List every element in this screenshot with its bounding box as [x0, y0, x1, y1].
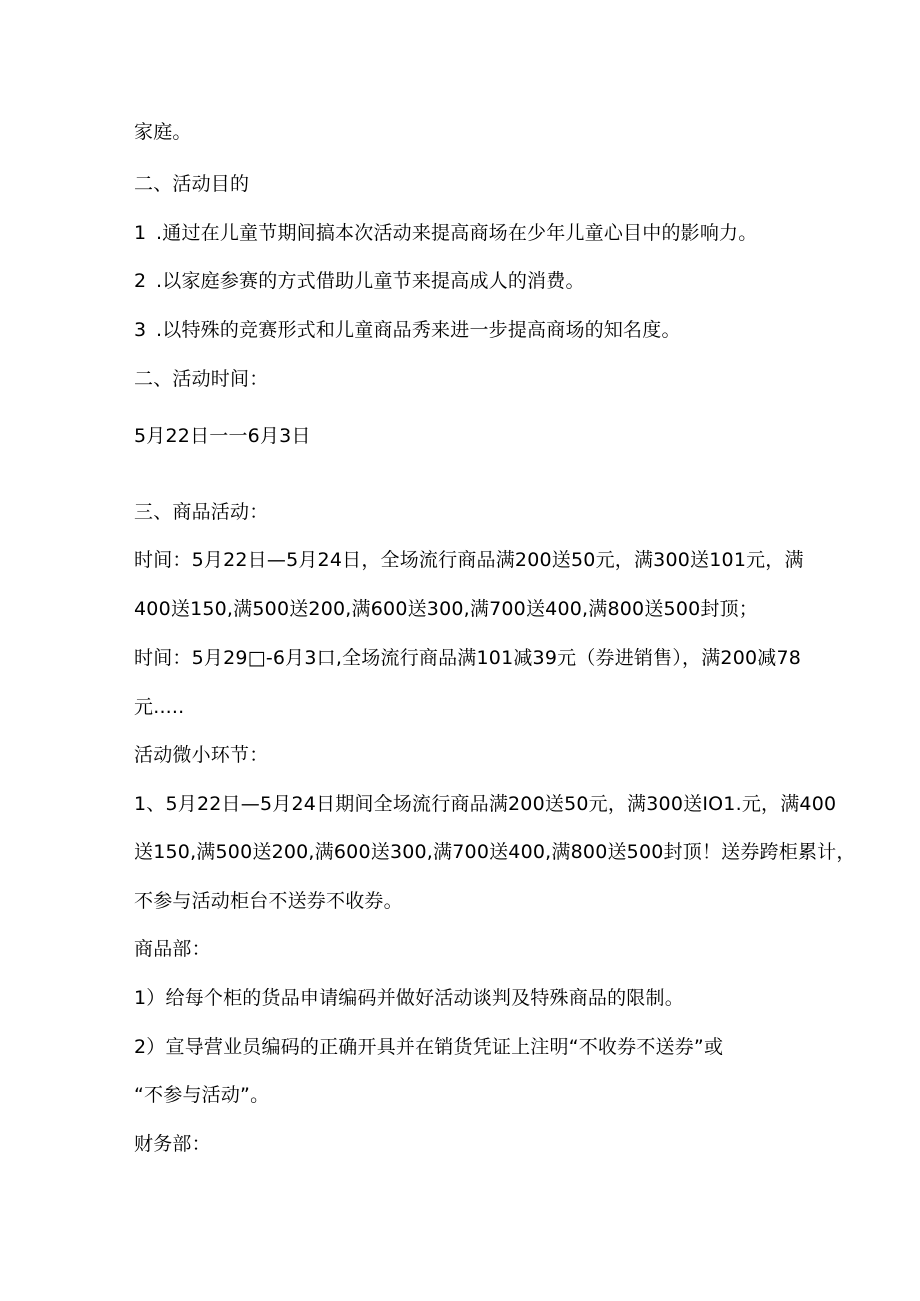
- section-heading: 财务部：: [134, 1133, 211, 1155]
- list-item: [134, 220, 757, 246]
- text-line: 2）宣导营业员编码的正确开具并在销货凭证上注明“不收券不送券”或: [134, 1036, 724, 1058]
- text-line: 时间：5月29□-6月3口,全场流行商品满101减39元（券进销售），满200减78: [134, 647, 802, 669]
- list-item-text: .以特殊的竞赛形式和儿童商品秀来进一步提高商场的知名度。: [156, 319, 681, 341]
- text-line: “不参与活动”。: [134, 1084, 270, 1106]
- list-item: [134, 317, 681, 343]
- text-line: 不参与活动柜台不送券不收券。: [134, 890, 403, 912]
- list-item-text: .以家庭参赛的方式借助儿童节来提高成人的消费。: [156, 270, 585, 292]
- section-heading: 商品部：: [134, 938, 211, 960]
- text-line: 400送150,满500送200,满600送300,满700送400,满800送500封顶；: [134, 598, 759, 620]
- text-line: 1）给每个柜的货品申请编码并做好活动谈判及特殊商品的限制。: [134, 987, 684, 1009]
- list-number: 1: [134, 222, 147, 244]
- section-heading: 活动微小环节：: [134, 744, 269, 766]
- list-item: [134, 268, 585, 294]
- list-number: 3: [134, 319, 147, 341]
- text-line: 元.....: [134, 696, 185, 718]
- text-line: 1、5月22日—5月24日期间全场流行商品满200送50元，满300送IO1.元，满400: [134, 793, 837, 815]
- section-heading: 二、活动目的: [134, 173, 250, 195]
- list-item-text: .通过在儿童节期间搞本次活动来提高商场在少年儿童心目中的影响力。: [156, 222, 758, 244]
- list-number: 2: [134, 270, 147, 292]
- text-line: 5月22日一一6月3日: [134, 425, 311, 447]
- text-line: 送150,满500送200,满600送300,满700送400,满800送500封顶！送券跨柜累计，: [134, 841, 856, 863]
- section-heading: 三、商品活动：: [134, 501, 269, 523]
- section-heading: 二、活动时间：: [134, 368, 269, 390]
- text-line: 家庭。: [134, 121, 192, 143]
- text-line: 时间：5月22日—5月24日，全场流行商品满200送50元，满300送101元，满: [134, 549, 804, 571]
